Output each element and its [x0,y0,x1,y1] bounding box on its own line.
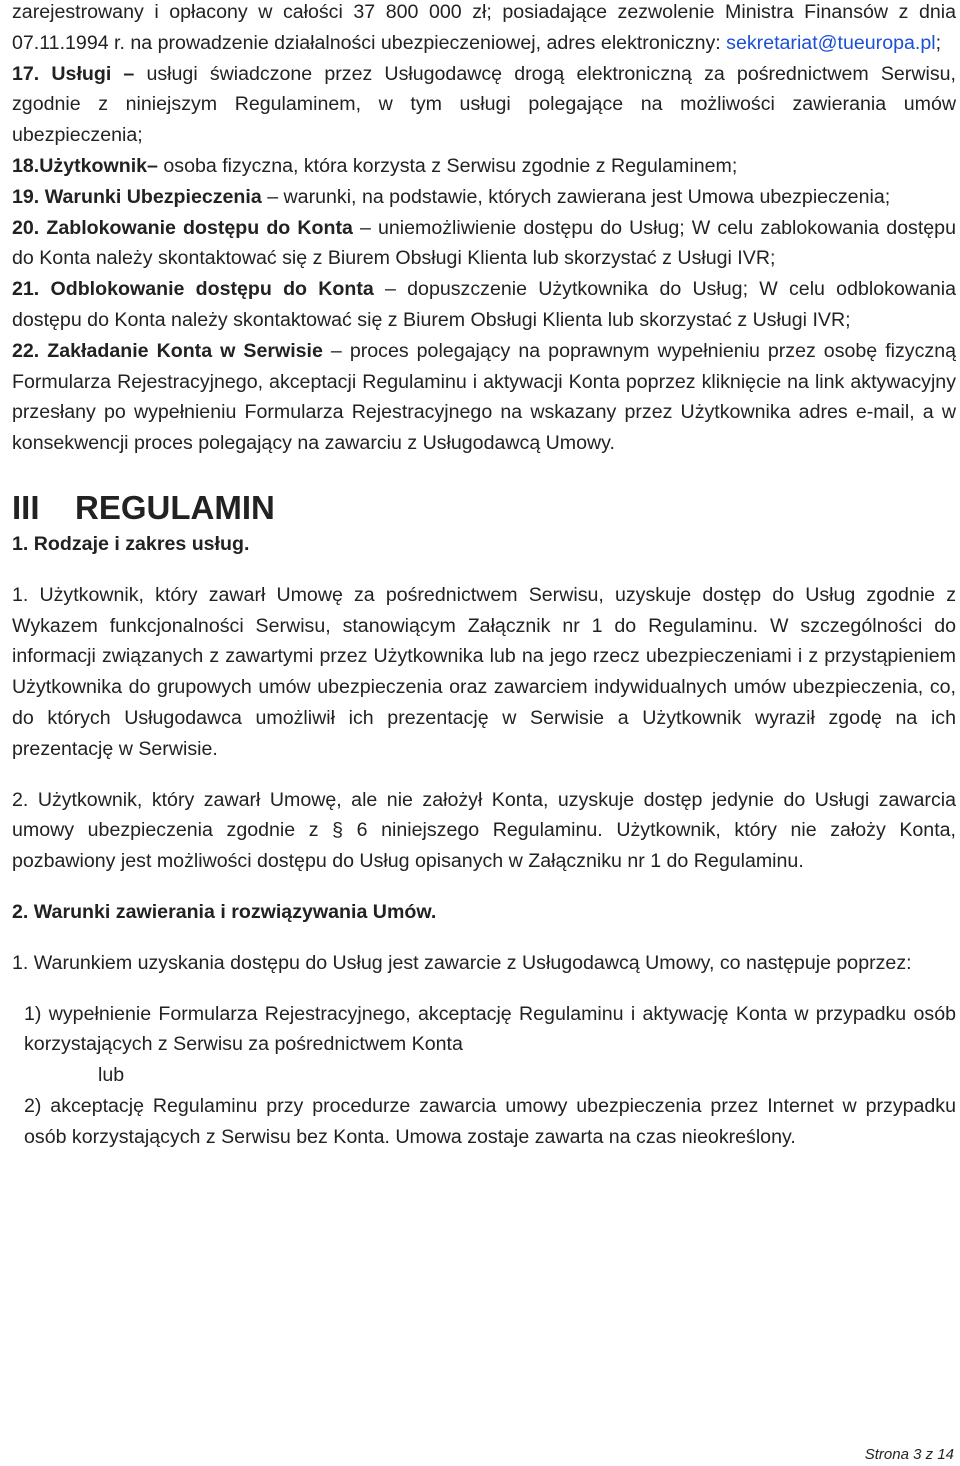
subsection-1-paragraph-1: 1. Użytkownik, który zawarł Umowę za pośrednictwem Serwisu, uzyskuje dostęp do Usług zgodnie z Wykazem funkcjonalności Serwisu, stanowiącym Załącznik nr 1 do Regulaminu. W szczególności do informacji związanych z zawartymi przez Użytkownika lub na jego rzecz ubezpieczeniami i z przystąpieniem Użytkownika do grupowych umów ubezpieczenia oraz zawarciem indywidualnych umów ubezpieczenia, co, do których Usługodawca umożliwił ich prezentację w Serwisie a Użytkownik wyraził zgodę na ich prezentację w Serwisie. [12,583,956,760]
list-or: lub [98,1064,125,1087]
subsection-heading-2: 2. Warunki zawierania i rozwiązywania Umów. [12,900,437,923]
definition-number: 22. [12,339,40,362]
definition-21 [12,274,956,336]
footer-mid: z [921,1446,938,1463]
subsection-2-paragraph-1: 1. Warunkiem uzyskania dostępu do Usług jest zawarcie z Usługodawcą Umowy, co następuje poprzez: [12,951,912,974]
list-item-1: 1) wypełnienie Formularza Rejestracyjnego, akceptację Regulaminu i aktywację Konta w przypadku osób korzystających z Serwisu za pośrednictwem Konta [24,1002,956,1056]
intro-text: zarejestrowany i opłacony w całości 37 800 000 zł; posiadające zezwolenie Ministra Finansów z dnia 07.11.1994 r. na prowadzenie działalności ubezpieczeniowej, adres elektroniczny: [12,1,956,54]
definition-term: Odblokowanie dostępu do Konta [50,278,374,301]
list-item-2: 2) akceptację Regulaminu przy procedurze zawarcia umowy ubezpieczenia przez Internet w przypadku osób korzystających z Serwisu bez Konta. Umowa zostaje zawarta na czas nieokreślony. [24,1094,956,1148]
definition-20 [12,213,956,275]
definition-term: Zakładanie Konta w Serwisie [47,339,323,362]
definition-term: Usługi – [51,62,135,85]
definition-term: Zablokowanie dostępu do Konta [46,216,353,239]
subsection-1-paragraph-2: 2. Użytkownik, który zawarł Umowę, ale nie założył Konta, uzyskuje dostęp jedynie do Usługi zawarcia umowy ubezpieczenia zgodnie z § 6 niniejszego Regulaminu. Użytkownik, który nie założy Konta, pozbawiony jest możliwości dostępu do Usług opisanych w Załączniku nr 1 do Regulaminu. [12,788,956,873]
definition-number: 21. [12,278,40,301]
definition-text: usługi świadczone przez Usługodawcę drogą elektroniczną za pośrednictwem Serwisu, zgodnie z niniejszym Regulaminem, w tym usługi polegające na możliwości zawierania umów ubezpieczenia; [12,62,956,147]
section-heading [12,489,956,527]
definition-text: – proces polegający na poprawnym wypełnieniu przez osobę fizyczną Formularza Rejestracyjnego, akceptacji Regulaminu i aktywacji Konta poprzez kliknięcie na link aktywacyjny przesłany po wypełnieniu Formularza Rejestracyjnego na wskazany przez Użytkownika adres e-mail, a w konsekwencji proces polegający na zawarciu z Usługodawcą Umowy. [12,339,956,455]
definition-17 [12,59,956,151]
definition-text: osoba fizyczna, która korzysta z Serwisu zgodnie z Regulaminem; [157,154,738,177]
definition-18 [12,151,956,182]
definition-number: 19. [12,185,40,208]
definition-text: – warunki, na podstawie, których zawierana jest Umowa ubezpieczenia; [261,185,891,208]
document-page [12,0,956,1153]
definition-22 [12,336,956,459]
section-title: REGULAMIN [75,488,275,526]
definition-number: 18. [12,154,40,177]
definition-number: 20. [12,216,40,239]
definition-term: Użytkownik– [39,154,158,177]
page-footer [865,1446,954,1463]
definition-text: – dopuszczenie Użytkownika do Usług; W celu odblokowania dostępu do Konta należy skontaktować się z Biurem Obsługi Klienta lub skorzystać z Usługi IVR; [12,278,957,331]
subsection-heading-1: 1. Rodzaje i zakres usług. [12,532,250,555]
intro-end: ; [935,31,942,54]
section-number: III [12,488,40,526]
definition-number: 17. [12,62,40,85]
footer-total-pages: 14 [937,1446,954,1463]
definition-text: – uniemożliwienie dostępu do Usług; W celu zablokowania dostępu do Konta należy skontaktować się z Biurem Obsługi Klienta lub skorzystać z Usługi IVR; [12,216,956,270]
intro-paragraph [12,0,956,59]
email-link[interactable]: sekretariat@tueuropa.pl [726,31,936,54]
definition-term: Warunki Ubezpieczenia [44,185,262,208]
footer-page-number: 3 [913,1446,922,1463]
footer-prefix: Strona [864,1446,914,1463]
definition-19 [12,182,956,213]
